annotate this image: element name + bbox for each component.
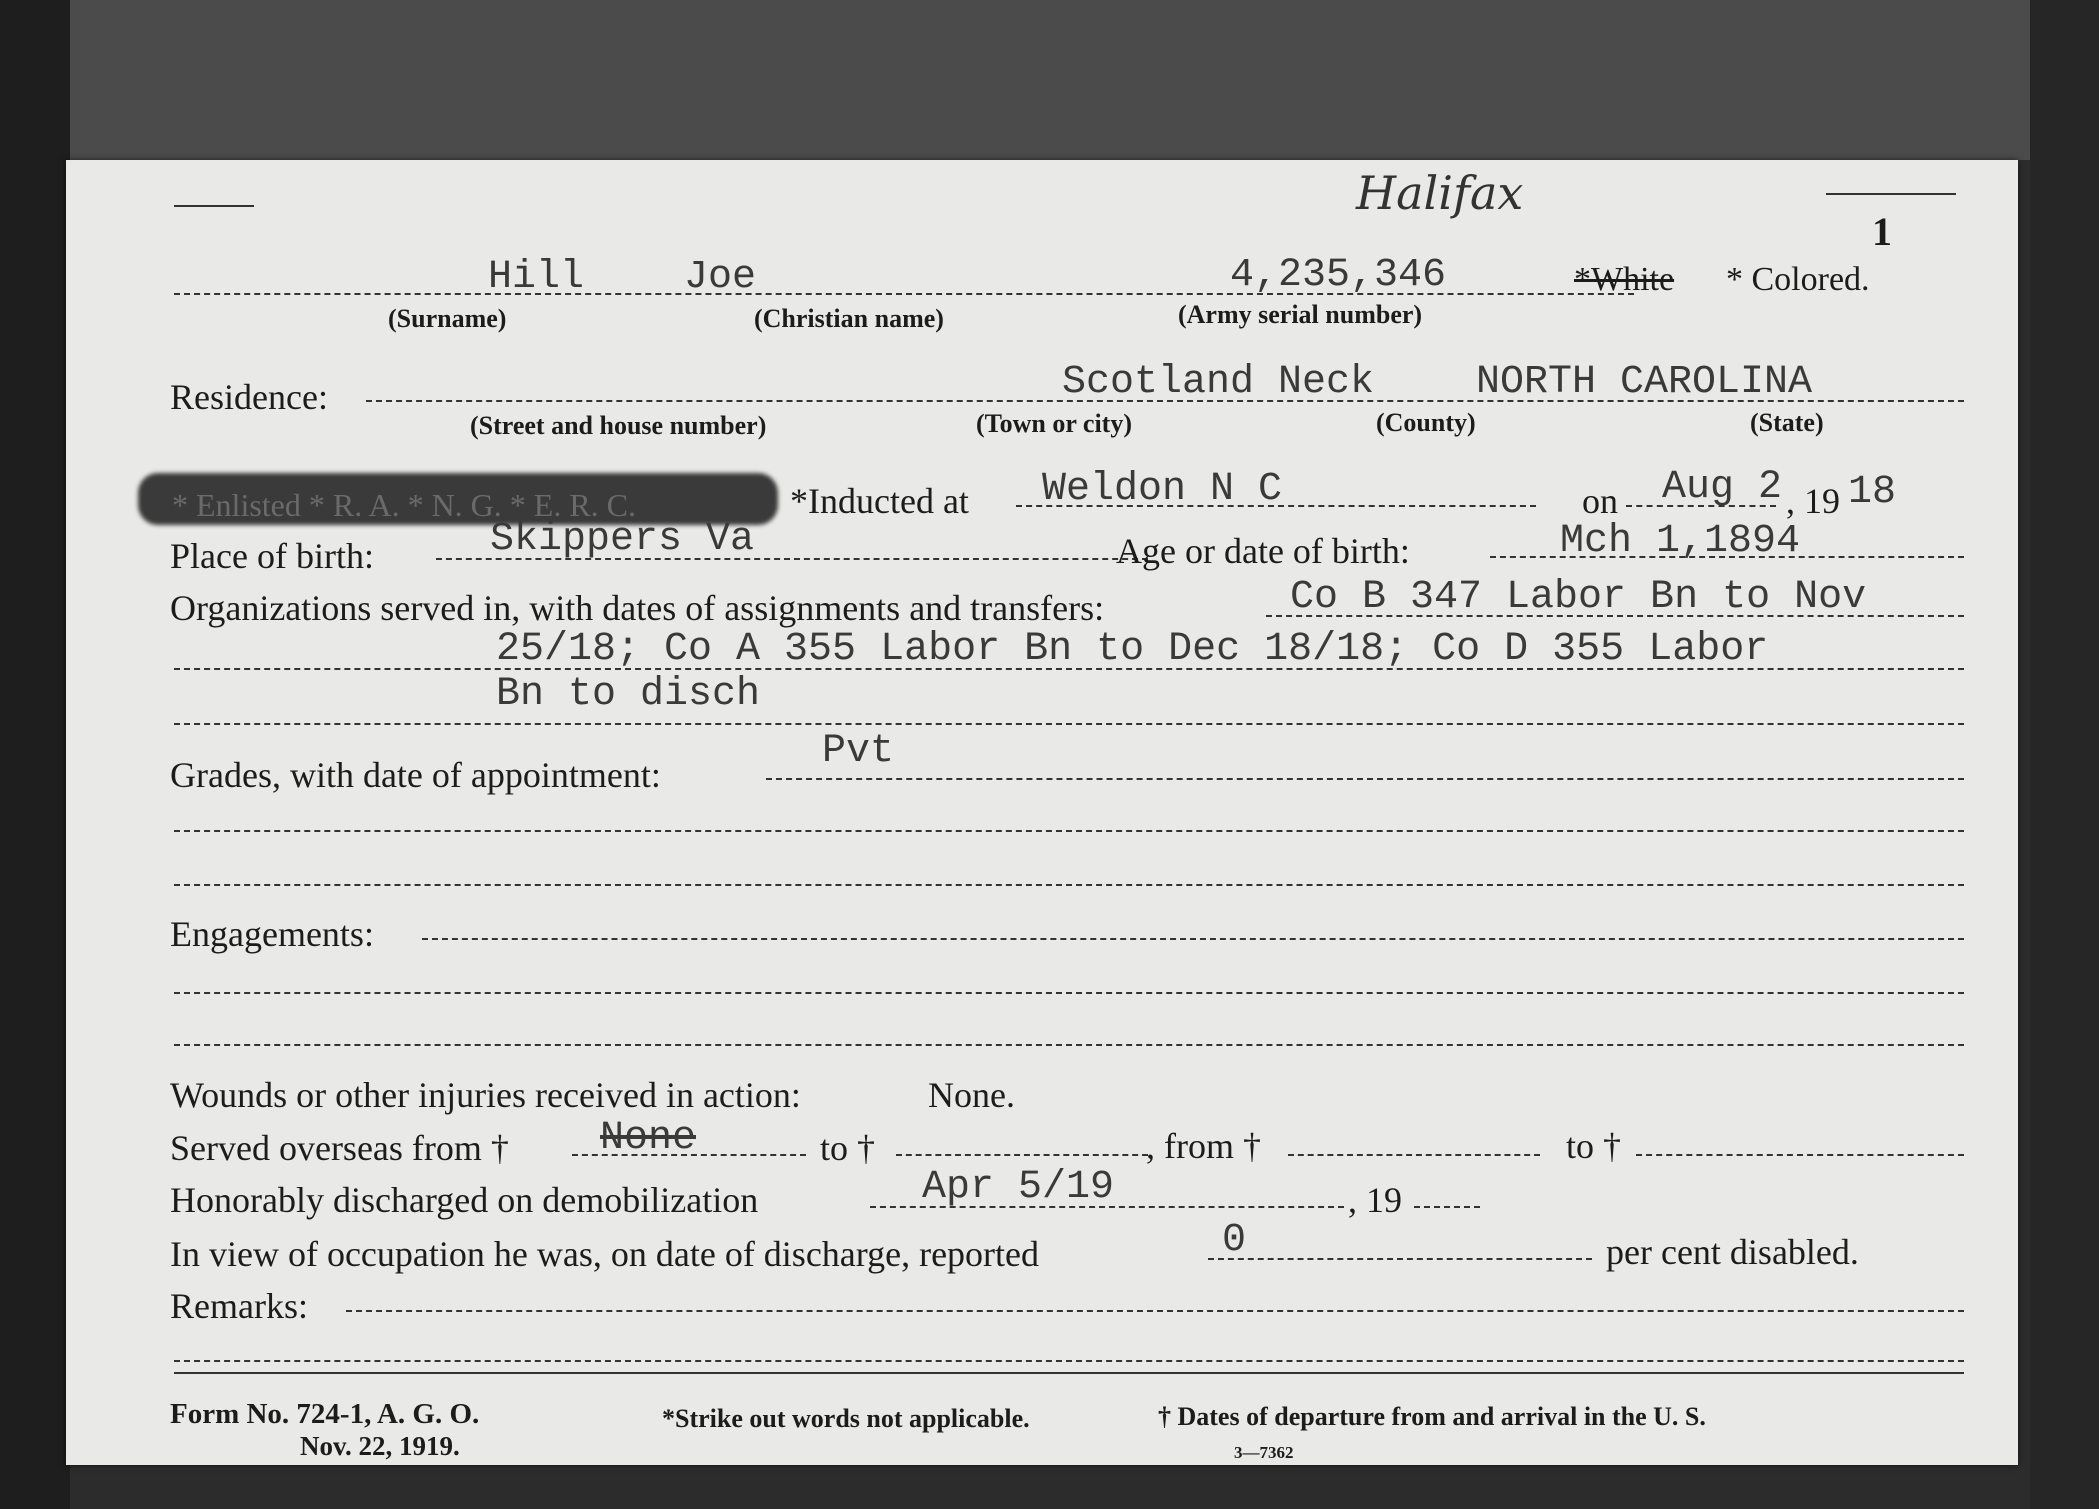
form-date: Nov. 22, 1919. bbox=[300, 1431, 460, 1461]
inducted-place-value: Weldon N C bbox=[1042, 467, 1283, 512]
organizations-value-line-3: Bn to disch bbox=[496, 672, 761, 717]
overseas-from-value: None bbox=[600, 1116, 697, 1161]
discharge-year-line bbox=[1414, 1206, 1480, 1208]
discharge-year-prefix: , 19 bbox=[1348, 1180, 1402, 1220]
christian-name-value: Joe bbox=[684, 255, 757, 300]
grades-label: Grades, with date of appointment: bbox=[170, 755, 661, 795]
remarks-label: Remarks: bbox=[170, 1286, 308, 1326]
strike-note: *Strike out words not applicable. bbox=[662, 1404, 1030, 1433]
enlistment-options: * Enlisted * R. A. * N. G. * E. R. C. bbox=[172, 487, 637, 523]
dagger-note: † Dates of departure from and arrival in the U. S. bbox=[1158, 1402, 1706, 1431]
disability-line bbox=[1208, 1258, 1592, 1260]
christian-name-caption: (Christian name) bbox=[754, 304, 944, 333]
overseas-from-line-2 bbox=[1288, 1154, 1540, 1156]
grades-line-1 bbox=[766, 778, 1964, 780]
race-colored-option: * Colored. bbox=[1726, 261, 1870, 298]
wounds-value: None. bbox=[928, 1075, 1015, 1115]
background-top bbox=[0, 0, 2099, 160]
age-label: Age or date of birth: bbox=[1116, 531, 1410, 571]
residence-town-value: Scotland Neck bbox=[1062, 360, 1375, 405]
serial-number-caption: (Army serial number) bbox=[1178, 300, 1423, 329]
serial-number-value: 4,235,346 bbox=[1230, 253, 1447, 298]
top-left-rule bbox=[174, 205, 254, 207]
discharge-label: Honorably discharged on demobilization bbox=[170, 1180, 759, 1220]
grades-line-2 bbox=[174, 830, 1964, 832]
inducted-date-value: Aug 2 bbox=[1662, 465, 1783, 510]
inducted-year-prefix: , 19 bbox=[1786, 481, 1840, 521]
state-caption: (State) bbox=[1750, 408, 1824, 437]
engagements-line-3 bbox=[174, 1044, 1964, 1046]
wounds-label: Wounds or other injuries received in action: bbox=[170, 1075, 801, 1115]
overseas-to-label-2: to † bbox=[1566, 1126, 1622, 1166]
background-left-edge bbox=[0, 0, 70, 1509]
residence-state-value: NORTH CAROLINA bbox=[1476, 360, 1813, 405]
disability-suffix: per cent disabled. bbox=[1606, 1232, 1859, 1272]
inducted-on-label: on bbox=[1582, 481, 1618, 521]
street-caption: (Street and house number) bbox=[470, 411, 767, 440]
handwritten-annotation: Halifax bbox=[1356, 166, 1524, 220]
card-number: 1 bbox=[1872, 209, 1892, 254]
place-of-birth-label: Place of birth: bbox=[170, 536, 374, 576]
surname-value: Hill bbox=[488, 255, 585, 300]
discharge-date-value: Apr 5/19 bbox=[922, 1165, 1115, 1210]
inducted-label: *Inducted at bbox=[790, 481, 969, 521]
engagements-line-1 bbox=[422, 938, 1964, 940]
form-number: Form No. 724-1, A. G. O. bbox=[170, 1398, 480, 1430]
grades-line-3 bbox=[174, 884, 1964, 886]
organizations-value-line-1: Co B 347 Labor Bn to Nov bbox=[1290, 575, 1867, 620]
background-right-edge bbox=[2030, 0, 2099, 1509]
organizations-line-3 bbox=[174, 723, 1964, 725]
disability-value: 0 bbox=[1222, 1218, 1247, 1263]
place-of-birth-value: Skippers Va bbox=[490, 517, 755, 562]
overseas-from-label-2: , from † bbox=[1146, 1126, 1261, 1166]
service-record-card bbox=[66, 160, 2018, 1465]
remarks-line-1 bbox=[346, 1310, 1964, 1312]
organizations-value-line-2: 25/18; Co A 355 Labor Bn to Dec 18/18; Co D 355 Labor bbox=[496, 627, 1769, 672]
town-caption: (Town or city) bbox=[976, 409, 1132, 438]
overseas-to-line-2 bbox=[1636, 1154, 1964, 1156]
disability-label: In view of occupation he was, on date of discharge, reported bbox=[170, 1234, 1040, 1274]
residence-label: Residence: bbox=[170, 377, 328, 417]
engagements-line-2 bbox=[174, 992, 1964, 994]
remarks-line-2 bbox=[174, 1360, 1964, 1362]
organizations-label: Organizations served in, with dates of assignments and transfers: bbox=[170, 588, 1105, 628]
top-right-rule bbox=[1826, 193, 1956, 195]
footer-rule bbox=[174, 1372, 1964, 1374]
grades-value: Pvt bbox=[822, 729, 895, 774]
county-caption: (County) bbox=[1376, 408, 1476, 437]
surname-caption: (Surname) bbox=[388, 304, 507, 333]
race-white-option: *White bbox=[1574, 261, 1675, 298]
overseas-to-line-1 bbox=[896, 1154, 1148, 1156]
served-overseas-label: Served overseas from † bbox=[170, 1128, 509, 1168]
engagements-label: Engagements: bbox=[170, 914, 374, 954]
overseas-to-label-1: to † bbox=[820, 1128, 876, 1168]
date-of-birth-value: Mch 1,1894 bbox=[1560, 519, 1801, 564]
print-code: 3—7362 bbox=[1234, 1443, 1294, 1462]
inducted-year-value: 18 bbox=[1848, 470, 1897, 515]
